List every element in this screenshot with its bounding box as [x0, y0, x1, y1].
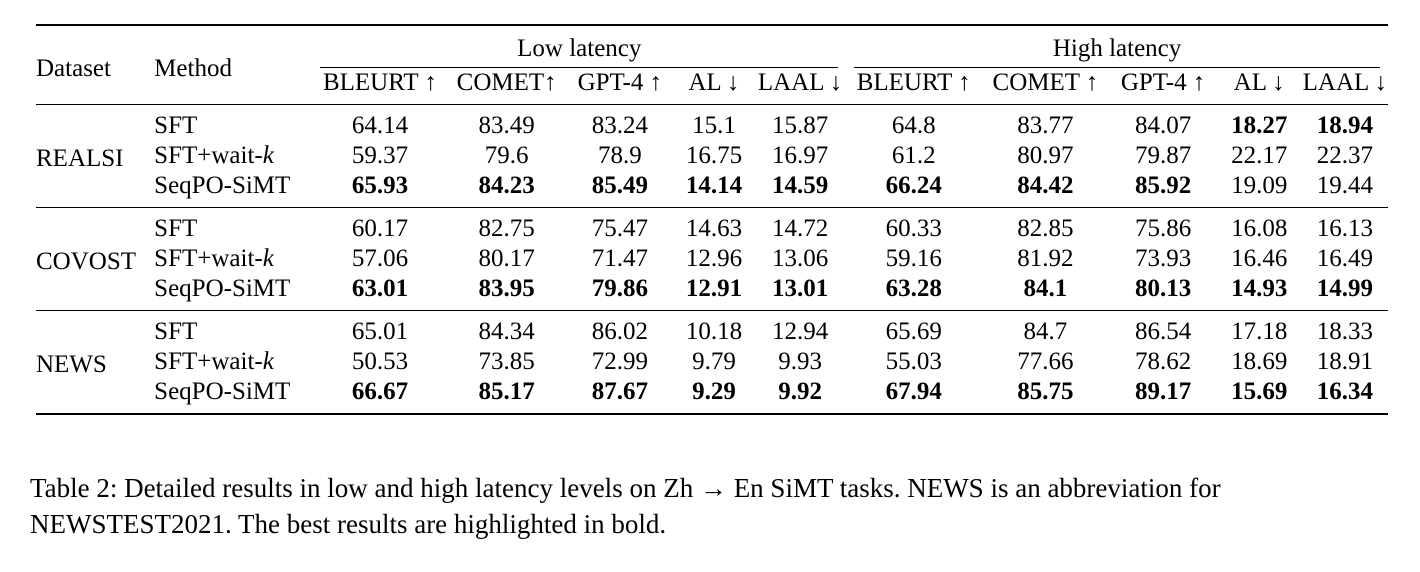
high-latency-label: High latency: [1052, 35, 1182, 62]
value-cell: 15.69: [1231, 378, 1288, 405]
value-cell: 67.94: [885, 378, 942, 405]
results-table-body: [36, 105, 1388, 415]
value-cell: 18.33: [1302, 311, 1388, 348]
value-cell: 22.37: [1316, 142, 1374, 169]
metric-header: LAAL ↓: [1302, 69, 1388, 96]
method-cell: [154, 141, 312, 171]
value-cell: 9.79: [692, 348, 736, 375]
table-caption: Table 2: Detailed results in low and high latency levels on Zh → En SiMT tasks. NEWS is an abbreviation for NEWSTEST2021. The best results are highlighted in bold.: [30, 473, 1221, 539]
value-cell: 82.85: [981, 208, 1109, 245]
value-cell: 83.49: [448, 105, 566, 142]
value-cell: 84.23: [478, 172, 535, 199]
dataset-cell: REALSI: [36, 105, 154, 208]
value-cell: 83.77: [981, 105, 1109, 142]
value-cell: 19.44: [1316, 172, 1374, 199]
value-cell: 79.87: [1134, 142, 1192, 169]
table-row: [36, 141, 1388, 171]
value-cell: 63.28: [885, 275, 942, 302]
value-cell: 14.93: [1231, 275, 1288, 302]
method-cell: [154, 377, 312, 414]
method-label: SFT+wait-: [154, 142, 263, 169]
value-cell: 87.67: [591, 378, 648, 405]
value-cell: 15.1: [674, 105, 754, 142]
method-label: SFT: [154, 318, 198, 345]
value-cell: 85.17: [478, 378, 535, 405]
value-cell: 59.37: [351, 142, 409, 169]
header-row-groups: [36, 25, 1388, 64]
value-cell: 75.86: [1110, 208, 1217, 245]
value-cell: 16.08: [1217, 208, 1302, 245]
value-cell: 14.99: [1316, 275, 1374, 302]
value-cell: 16.75: [685, 142, 743, 169]
method-cell: [154, 274, 312, 311]
method-cell: [154, 244, 312, 274]
metric-header: COMET ↑: [992, 69, 1099, 96]
table-row: [36, 311, 1388, 348]
value-cell: 80.13: [1134, 275, 1192, 302]
value-cell: 59.16: [885, 245, 942, 272]
value-cell: 12.91: [685, 275, 743, 302]
value-cell: 61.2: [891, 142, 936, 169]
value-cell: 86.02: [566, 311, 674, 348]
value-cell: 64.14: [312, 105, 447, 142]
metric-header: BLEURT ↑: [856, 69, 971, 96]
value-cell: 9.29: [692, 378, 736, 405]
value-cell: 22.17: [1231, 142, 1288, 169]
value-cell: 16.49: [1316, 245, 1374, 272]
value-cell: 9.92: [778, 378, 822, 405]
value-cell: 85.75: [1017, 378, 1074, 405]
table-row: [36, 105, 1388, 142]
value-cell: 16.13: [1302, 208, 1388, 245]
method-header: Method: [154, 55, 232, 82]
method-suffix: k: [262, 348, 274, 375]
dataset-cell: COVOST: [36, 208, 154, 311]
value-cell: 71.47: [591, 245, 648, 272]
method-cell: [154, 208, 312, 245]
value-cell: 17.18: [1217, 311, 1302, 348]
method-suffix: k: [262, 245, 274, 272]
value-cell: 75.47: [566, 208, 674, 245]
method-label: SFT+wait-: [154, 245, 263, 272]
dataset-header: Dataset: [36, 55, 111, 82]
method-suffix: k: [262, 142, 274, 169]
results-table-container: [36, 24, 1388, 415]
value-cell: 12.96: [685, 245, 743, 272]
value-cell: 63.01: [351, 275, 409, 302]
dataset-cell: NEWS: [36, 311, 154, 415]
high-latency-header: [846, 25, 1388, 64]
value-cell: 16.97: [771, 142, 829, 169]
value-cell: 65.93: [351, 172, 409, 199]
value-cell: 86.54: [1110, 311, 1217, 348]
value-cell: 65.01: [312, 311, 447, 348]
low-latency-header: [312, 25, 846, 64]
method-label: SFT: [154, 112, 198, 139]
metric-header: GPT-4 ↑: [1120, 69, 1206, 96]
metric-header: COMET↑: [456, 69, 557, 96]
value-cell: 65.69: [846, 311, 981, 348]
value-cell: 9.93: [778, 348, 822, 375]
value-cell: 18.94: [1302, 105, 1388, 142]
value-cell: 84.07: [1110, 105, 1217, 142]
value-cell: 16.34: [1316, 378, 1374, 405]
value-cell: 10.18: [674, 311, 754, 348]
value-cell: 79.86: [591, 275, 648, 302]
results-table: [36, 24, 1388, 415]
value-cell: 80.17: [478, 245, 535, 272]
method-label: SFT+wait-: [154, 348, 263, 375]
value-cell: 80.97: [1017, 142, 1074, 169]
high-latency-rule: [854, 67, 1380, 68]
value-cell: 84.1: [1023, 275, 1068, 302]
value-cell: 82.75: [448, 208, 566, 245]
value-cell: 50.53: [351, 348, 409, 375]
value-cell: 72.99: [591, 348, 648, 375]
value-cell: 77.66: [1017, 348, 1074, 375]
value-cell: 19.09: [1231, 172, 1288, 199]
value-cell: 57.06: [351, 245, 409, 272]
method-cell: [154, 105, 312, 142]
method-cell: [154, 311, 312, 348]
value-cell: 84.7: [981, 311, 1109, 348]
value-cell: 85.49: [591, 172, 648, 199]
value-cell: 81.92: [1017, 245, 1074, 272]
table-row: [36, 377, 1388, 414]
value-cell: 60.33: [846, 208, 981, 245]
value-cell: 66.67: [351, 378, 409, 405]
low-latency-rule: [320, 67, 838, 68]
value-cell: 16.46: [1231, 245, 1288, 272]
table-row: [36, 347, 1388, 377]
value-cell: 64.8: [846, 105, 981, 142]
low-latency-label: Low latency: [517, 35, 642, 62]
value-cell: 18.69: [1231, 348, 1288, 375]
value-cell: 66.24: [885, 172, 942, 199]
method-label: SeqPO-SiMT: [154, 378, 291, 405]
value-cell: 85.92: [1134, 172, 1192, 199]
table-row: [36, 244, 1388, 274]
value-cell: 83.24: [566, 105, 674, 142]
value-cell: 14.63: [674, 208, 754, 245]
value-cell: 60.17: [312, 208, 447, 245]
value-cell: 78.62: [1134, 348, 1192, 375]
table-row: [36, 171, 1388, 208]
table-row: [36, 208, 1388, 245]
value-cell: 79.6: [484, 142, 529, 169]
value-cell: 73.85: [478, 348, 535, 375]
value-cell: 18.27: [1217, 105, 1302, 142]
metric-header: AL ↓: [1233, 69, 1285, 96]
method-label: SeqPO-SiMT: [154, 172, 291, 199]
method-label: SFT: [154, 215, 198, 242]
value-cell: 84.42: [1017, 172, 1074, 199]
metric-header: LAAL ↓: [757, 69, 843, 96]
metric-header: GPT-4 ↑: [577, 69, 663, 96]
value-cell: 83.95: [478, 275, 535, 302]
value-cell: 55.03: [885, 348, 942, 375]
method-cell: [154, 347, 312, 377]
value-cell: 15.87: [754, 105, 846, 142]
value-cell: 78.9: [597, 142, 642, 169]
value-cell: 84.34: [448, 311, 566, 348]
value-cell: 14.14: [685, 172, 743, 199]
value-cell: 12.94: [754, 311, 846, 348]
value-cell: 14.59: [771, 172, 829, 199]
value-cell: 14.72: [754, 208, 846, 245]
value-cell: 13.06: [771, 245, 829, 272]
table-row: [36, 274, 1388, 311]
metric-header: AL ↓: [688, 69, 740, 96]
value-cell: 89.17: [1134, 378, 1192, 405]
metric-header: BLEURT ↑: [322, 69, 437, 96]
value-cell: 18.91: [1316, 348, 1374, 375]
value-cell: 13.01: [771, 275, 829, 302]
method-cell: [154, 171, 312, 208]
method-label: SeqPO-SiMT: [154, 275, 291, 302]
value-cell: 73.93: [1134, 245, 1192, 272]
